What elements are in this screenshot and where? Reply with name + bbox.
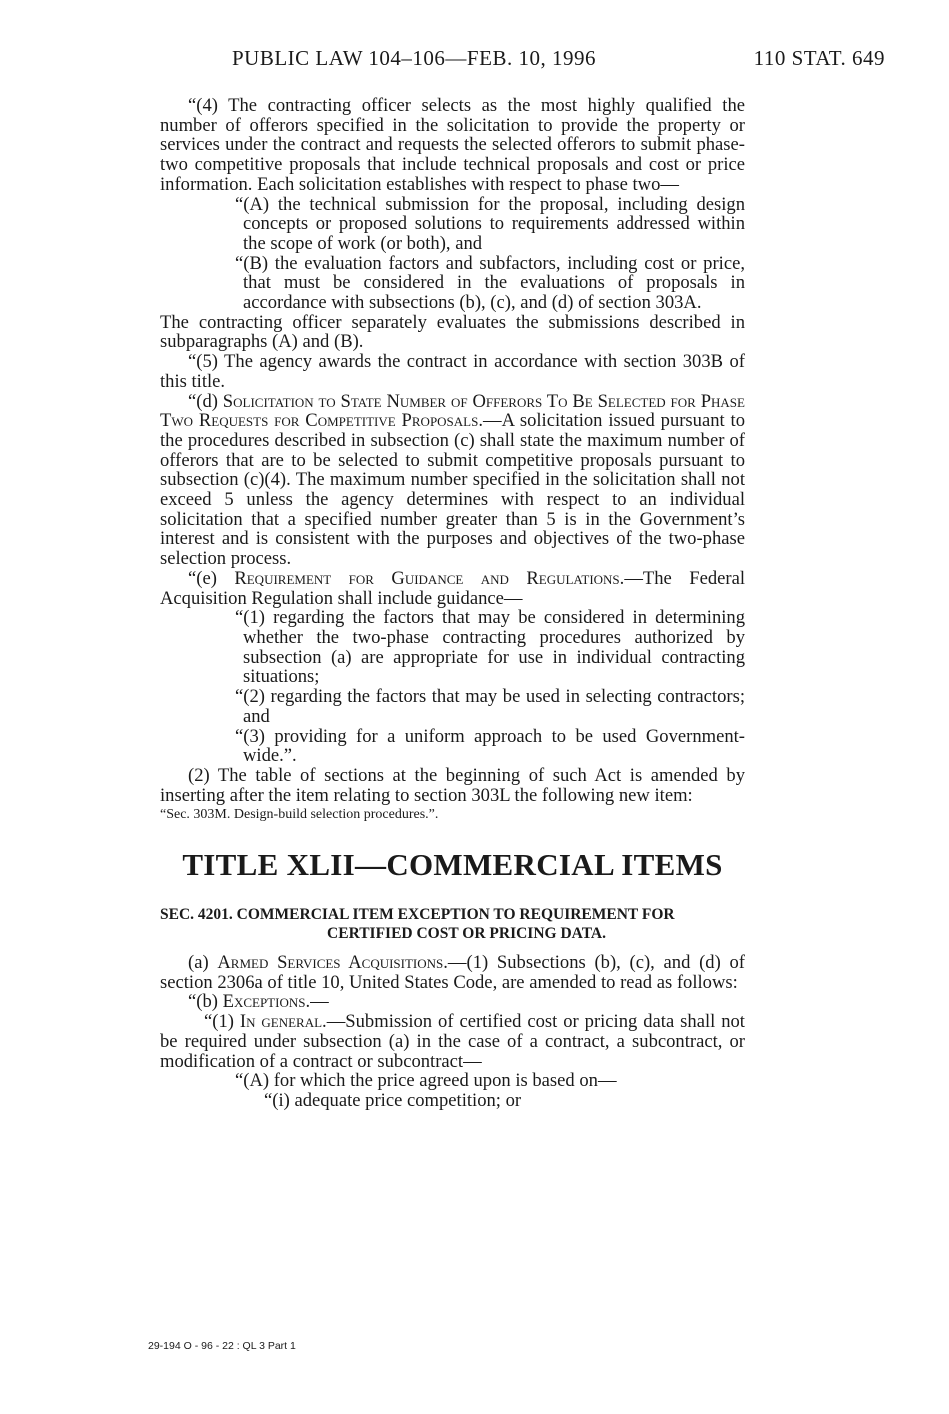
subsection-e-heading: Requirement for Guidance and Regulations. bbox=[234, 567, 625, 589]
paragraph-e1: “(1) regarding the factors that may be considered in determining whether the two-phase contracting procedures authorized by subsection (a) are appropriate for use in individual contracting situations; bbox=[235, 607, 745, 688]
paragraph-e3: “(3) providing for a uniform approach to be used Government-wide.”. bbox=[235, 725, 745, 767]
subsection-b-text: — bbox=[310, 991, 329, 1013]
subsection-d-lead: “(d) bbox=[188, 390, 223, 412]
paragraph-b1-lead: “(1) bbox=[204, 1011, 240, 1033]
subsection-d-heading: Solicitation to State Number of Offerors To Be Selected for Phase Two Requests for Competitive Proposals. bbox=[160, 390, 745, 432]
paragraph-5: “(5) The agency awards the contract in accordance with section 303B of this title. bbox=[160, 351, 745, 392]
section-heading-line1: SEC. 4201. COMMERCIAL ITEM EXCEPTION TO REQUIREMENT FOR bbox=[160, 906, 675, 924]
subsection-a-text: —(1) Subsections (b), (c), and (d) of section 2306a of title 10, United States Code, are amended to read as follows: bbox=[160, 952, 745, 993]
section-heading-line2: CERTIFIED COST OR PRICING DATA. bbox=[327, 925, 606, 943]
subsection-b-heading: Exceptions. bbox=[222, 991, 311, 1013]
paragraph-b1a-i: “(i) adequate price competition; or bbox=[264, 1089, 522, 1111]
subsection-e-text: —The Federal Acquisition Regulation shall include guidance— bbox=[160, 567, 746, 609]
new-table-item: “Sec. 303M. Design-build selection procedures.”. bbox=[160, 807, 439, 823]
subsection-a-lead: (a) bbox=[188, 952, 218, 974]
paragraph-b1 bbox=[160, 1012, 745, 1071]
title-heading: TITLE XLII—COMMERCIAL ITEMS bbox=[182, 847, 723, 883]
paragraph-4b: “(B) the evaluation factors and subfactors, including cost or price, that must be considered in the evaluations of proposals in accordance with subsections (b), (c), and (d) of section 303A. bbox=[235, 252, 745, 314]
paragraph-b1a: “(A) for which the price agreed upon is based on— bbox=[235, 1070, 617, 1092]
statute-page-number: 110 STAT. 649 bbox=[753, 46, 885, 70]
paragraph-4a: “(A) the technical submission for the proposal, including design concepts or proposed solutions to requirements addressed within the scope of work (or both), and bbox=[235, 193, 745, 254]
subsection-a-heading: Armed Services Acquisitions. bbox=[217, 952, 448, 974]
subsection-d bbox=[160, 392, 745, 569]
subsection-a bbox=[160, 953, 745, 992]
subsection-b bbox=[160, 992, 745, 1012]
subsection-e-lead: “(e) bbox=[188, 567, 235, 589]
table-amendment: (2) The table of sections at the beginning of such Act is amended by inserting after the item relating to section 303L the following new item: bbox=[160, 764, 745, 806]
paragraph-b1-heading: In general. bbox=[239, 1011, 327, 1033]
paragraph-b1-text: —Submission of certified cost or pricing data shall not be required under subsection (a) in the case of a contract, a subcontract, or modification of a contract or subcontract— bbox=[160, 1011, 745, 1072]
printer-footer: 29-194 O - 96 - 22 : QL 3 Part 1 bbox=[148, 1340, 296, 1352]
subsection-d-text: —A solicitation issued pursuant to the procedures described in subsection (c) shall state the maximum number of offerors that are to be selected to submit competitive proposals pursuant to subsection (c)(4). The maximum number specified in the solicitation shall not exceed 5 unless the agency determines with respect to an individual solicitation that a specified number greater than 5 is in the Government’s interest and is consistent with the purposes and objectives of the two-phase selection process. bbox=[160, 410, 745, 570]
page-header bbox=[0, 46, 949, 76]
paragraph-e2: “(2) regarding the factors that may be used in selecting contractors; and bbox=[235, 686, 745, 727]
paragraph-4: “(4) The contracting officer selects as the most highly qualified the number of offerors specified in the solicitation to provide the property or services under the contract and requests the selected offerors to submit phase-two competitive proposals that include technical proposals and cost or price information. Each solicitation establishes with respect to phase two— bbox=[160, 95, 745, 195]
running-title: PUBLIC LAW 104–106—FEB. 10, 1996 bbox=[232, 46, 596, 70]
subsection-e bbox=[160, 569, 745, 608]
section-heading bbox=[160, 905, 745, 943]
paragraph-4-tail: The contracting officer separately evaluates the submissions described in subparagraphs (A) and (B). bbox=[160, 311, 745, 353]
document-body bbox=[160, 96, 745, 1111]
subsection-b-lead: “(b) bbox=[188, 991, 223, 1013]
